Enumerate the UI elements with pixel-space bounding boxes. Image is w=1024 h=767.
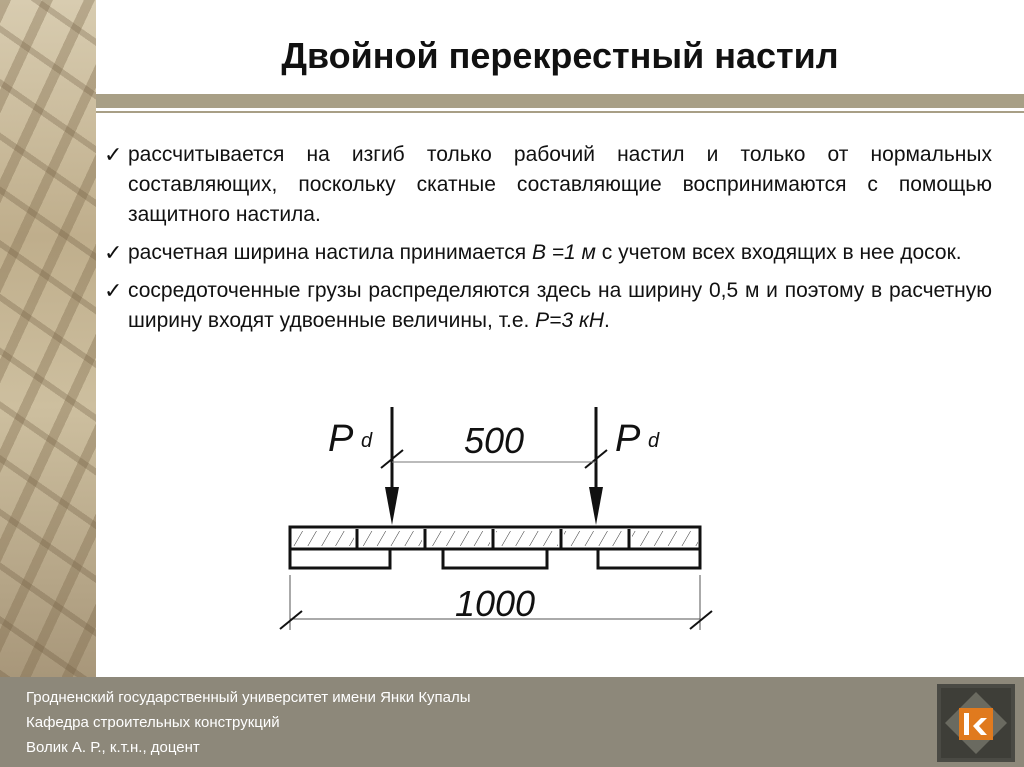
- bullet-text: сосредоточенные грузы распределяются здесь на ширину 0,5 м и поэтому в расчетную ширину входят удвоенные величины, т.е.: [128, 279, 992, 332]
- page-title: Двойной перекрестный настил: [281, 35, 839, 76]
- title-divider-line: [96, 111, 1024, 113]
- footer: [0, 677, 1024, 767]
- bullet-text: рассчитывается на изгиб только рабочий настил и только от нормальных составляющих, поскольку скатные составляющие воспринимаются с помощью защитного настила.: [128, 143, 992, 226]
- load-subscript-right: d: [648, 430, 660, 452]
- footer-department: Кафедра строительных конструкций: [26, 714, 280, 731]
- decking-diagram: [270, 395, 720, 640]
- load-label-right: P: [615, 418, 641, 460]
- bullet-text: расчетная ширина настила принимается: [128, 241, 532, 264]
- bullet-item: [104, 140, 992, 230]
- load-arrow-left: [381, 407, 403, 525]
- checkmark-icon: ✓: [104, 142, 123, 167]
- upper-boards: [290, 527, 700, 549]
- load-label-left: P: [328, 418, 354, 460]
- bullet-text: .: [604, 309, 610, 332]
- footer-university: Гродненский государственный университет имени Янки Купалы: [26, 689, 471, 706]
- university-logo: [937, 684, 1015, 762]
- footer-author: Волик А. Р., к.т.н., доцент: [26, 739, 200, 756]
- load-subscript-left: d: [361, 430, 373, 452]
- lower-boards: [290, 549, 700, 568]
- bullet-item: [104, 238, 992, 268]
- bullet-formula: В =1 м: [531, 241, 596, 264]
- bullet-formula: Р=3 кН: [535, 309, 605, 332]
- checkmark-icon: ✓: [104, 278, 123, 303]
- checkmark-icon: ✓: [104, 240, 123, 265]
- load-arrow-right: [585, 407, 607, 525]
- bullet-item: [104, 276, 992, 336]
- dimension-label-1000: 1000: [454, 583, 536, 624]
- bullet-list: [104, 140, 992, 344]
- title-divider-bar: [96, 94, 1024, 108]
- dimension-label-500: 500: [463, 420, 525, 461]
- decorative-side-image: [0, 0, 96, 677]
- bullet-text: с учетом всех входящих в нее досок.: [595, 241, 962, 264]
